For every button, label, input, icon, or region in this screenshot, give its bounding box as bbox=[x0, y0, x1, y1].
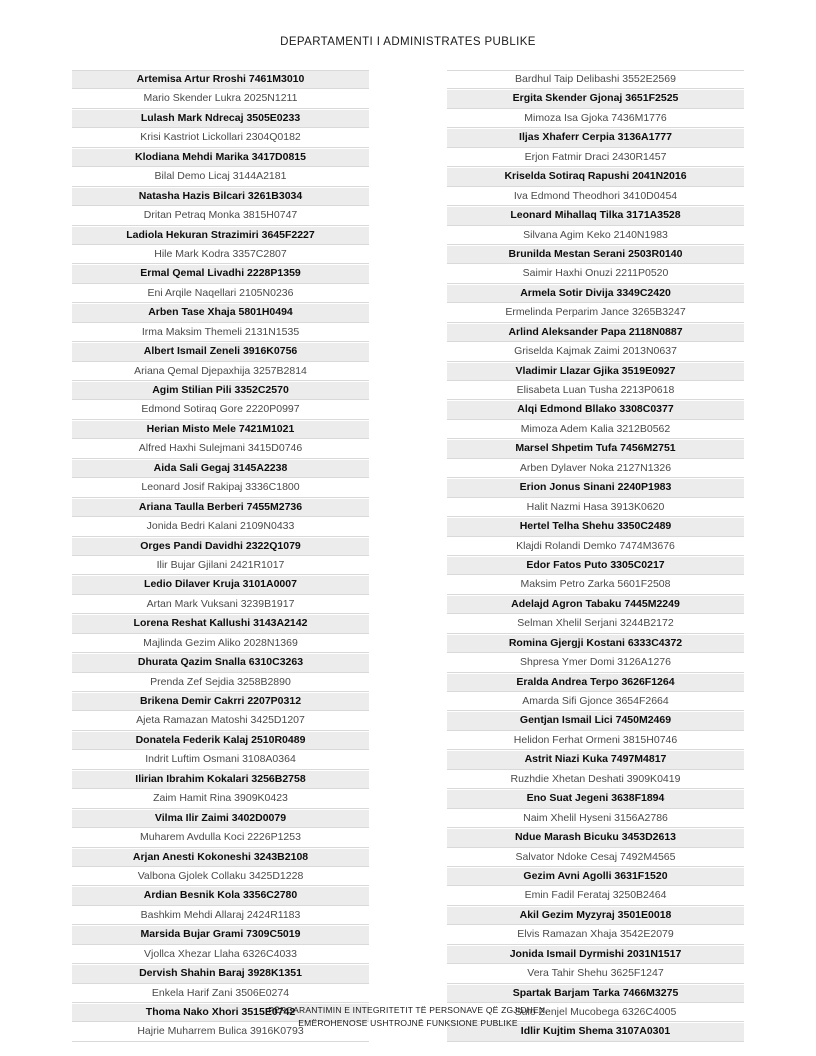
list-item: Ruzhdie Xhetan Deshati 3909K0419 bbox=[447, 770, 744, 789]
list-item: Ladiola Hekuran Strazimiri 3645F2227 bbox=[72, 226, 369, 245]
list-item: Ilirian Ibrahim Kokalari 3256B2758 bbox=[72, 770, 369, 789]
list-item: Halit Nazmi Hasa 3913K0620 bbox=[447, 498, 744, 517]
list-item: Marsel Shpetim Tufa 7456M2751 bbox=[447, 439, 744, 458]
list-item: Saimir Haxhi Onuzi 2211P0520 bbox=[447, 264, 744, 283]
list-item: Salvator Ndoke Cesaj 7492M4565 bbox=[447, 848, 744, 867]
list-item: Spartak Barjam Tarka 7466M3275 bbox=[447, 984, 744, 1003]
list-item: Adelajd Agron Tabaku 7445M2249 bbox=[447, 595, 744, 614]
list-item: Natasha Hazis Bilcari 3261B3034 bbox=[72, 187, 369, 206]
list-item: Muharem Avdulla Koci 2226P1253 bbox=[72, 828, 369, 847]
list-item: Gentjan Ismail Lici 7450M2469 bbox=[447, 711, 744, 730]
list-item: Griselda Kajmak Zaimi 2013N0637 bbox=[447, 342, 744, 361]
list-item: Ermal Qemal Livadhi 2228P1359 bbox=[72, 264, 369, 283]
list-item: Majlinda Gezim Aliko 2028N1369 bbox=[72, 634, 369, 653]
list-item: Arben Dylaver Noka 2127N1326 bbox=[447, 459, 744, 478]
list-item: Lulash Mark Ndrecaj 3505E0233 bbox=[72, 109, 369, 128]
list-item: Vera Tahir Shehu 3625F1247 bbox=[447, 964, 744, 983]
list-item: Mimoza Isa Gjoka 7436M1776 bbox=[447, 109, 744, 128]
list-item: Bilal Demo Licaj 3144A2181 bbox=[72, 167, 369, 186]
list-item: Ardian Besnik Kola 3356C2780 bbox=[72, 886, 369, 905]
list-item: Ariana Taulla Berberi 7455M2736 bbox=[72, 498, 369, 517]
list-item: Edor Fatos Puto 3305C0217 bbox=[447, 556, 744, 575]
list-item: Klajdi Rolandi Demko 7474M3676 bbox=[447, 537, 744, 556]
list-item: Brunilda Mestan Serani 2503R0140 bbox=[447, 245, 744, 264]
list-item: Ajeta Ramazan Matoshi 3425D1207 bbox=[72, 711, 369, 730]
list-item: Brikena Demir Cakrri 2207P0312 bbox=[72, 692, 369, 711]
list-item: Erion Jonus Sinani 2240P1983 bbox=[447, 478, 744, 497]
list-item: Hile Mark Kodra 3357C2807 bbox=[72, 245, 369, 264]
list-item: Erjon Fatmir Draci 2430R1457 bbox=[447, 148, 744, 167]
list-item: Dritan Petraq Monka 3815H0747 bbox=[72, 206, 369, 225]
list-item: Akil Gezim Myzyraj 3501E0018 bbox=[447, 906, 744, 925]
list-item: Leonard Josif Rakipaj 3336C1800 bbox=[72, 478, 369, 497]
list-item: Arlind Aleksander Papa 2118N0887 bbox=[447, 323, 744, 342]
list-item: Artemisa Artur Rroshi 7461M3010 bbox=[72, 70, 369, 89]
list-item: Klodiana Mehdi Marika 3417D0815 bbox=[72, 148, 369, 167]
list-item: Aida Sali Gegaj 3145A2238 bbox=[72, 459, 369, 478]
list-item: Romina Gjergji Kostani 6333C4372 bbox=[447, 634, 744, 653]
list-item: Arben Tase Xhaja 5801H0494 bbox=[72, 303, 369, 322]
list-item: Eno Suat Jegeni 3638F1894 bbox=[447, 789, 744, 808]
footer-line-1: PËRGARANTIMIN E INTEGRITETIT TË PERSONAVE QË ZGJIDHEN, bbox=[268, 1005, 548, 1015]
list-item: Maksim Petro Zarka 5601F2508 bbox=[447, 575, 744, 594]
list-item: Emin Fadil Ferataj 3250B2464 bbox=[447, 886, 744, 905]
list-item: Indrit Luftim Osmani 3108A0364 bbox=[72, 750, 369, 769]
list-item: Ledio Dilaver Kruja 3101A0007 bbox=[72, 575, 369, 594]
page-footer bbox=[0, 1004, 816, 1030]
page-title: DEPARTAMENTI I ADMINISTRATES PUBLIKE bbox=[280, 36, 536, 48]
list-item: Selman Xhelil Serjani 3244B2172 bbox=[447, 614, 744, 633]
list-item: Amarda Sifi Gjonce 3654F2664 bbox=[447, 692, 744, 711]
list-item: Arjan Anesti Kokoneshi 3243B2108 bbox=[72, 848, 369, 867]
list-item: Alqi Edmond Bllako 3308C0377 bbox=[447, 400, 744, 419]
list-item: Orges Pandi Davidhi 2322Q1079 bbox=[72, 537, 369, 556]
list-item: Hajrie Muharrem Bulica 3916K0793 bbox=[72, 1022, 369, 1041]
list-item: Thoma Nako Xhori 3515E0742 bbox=[72, 1003, 369, 1022]
list-item: Mario Skender Lukra 2025N1211 bbox=[72, 89, 369, 108]
list-item: Mimoza Adem Kalia 3212B0562 bbox=[447, 420, 744, 439]
list-item: Hertel Telha Shehu 3350C2489 bbox=[447, 517, 744, 536]
list-item: Eralda Andrea Terpo 3626F1264 bbox=[447, 673, 744, 692]
list-item: Ariana Qemal Djepaxhija 3257B2814 bbox=[72, 362, 369, 381]
list-item: Edmond Sotiraq Gore 2220P0997 bbox=[72, 400, 369, 419]
list-item: Naim Xhelil Hyseni 3156A2786 bbox=[447, 809, 744, 828]
list-item: Albert Ismail Zeneli 3916K0756 bbox=[72, 342, 369, 361]
list-item: Enkela Harif Zani 3506E0274 bbox=[72, 984, 369, 1003]
list-item: Idlir Kujtim Shema 3107A0301 bbox=[447, 1022, 744, 1041]
list-item: Dervish Shahin Baraj 3928K1351 bbox=[72, 964, 369, 983]
list-item: Elisabeta Luan Tusha 2213P0618 bbox=[447, 381, 744, 400]
list-item: Alfred Haxhi Sulejmani 3415D0746 bbox=[72, 439, 369, 458]
list-item: Ndue Marash Bicuku 3453D2613 bbox=[447, 828, 744, 847]
list-item: Astrit Niazi Kuka 7497M4817 bbox=[447, 750, 744, 769]
list-item: Helidon Ferhat Ormeni 3815H0746 bbox=[447, 731, 744, 750]
list-item: Krisi Kastriot Lickollari 2304Q0182 bbox=[72, 128, 369, 147]
list-item: Valbona Gjolek Collaku 3425D1228 bbox=[72, 867, 369, 886]
list-item: Marsida Bujar Grami 7309C5019 bbox=[72, 925, 369, 944]
list-item: Ergita Skender Gjonaj 3651F2525 bbox=[447, 89, 744, 108]
list-item: Iva Edmond Theodhori 3410D0454 bbox=[447, 187, 744, 206]
list-item: Artan Mark Vuksani 3239B1917 bbox=[72, 595, 369, 614]
list-item: Donatela Federik Kalaj 2510R0489 bbox=[72, 731, 369, 750]
list-item: Vladimir Llazar Gjika 3519E0927 bbox=[447, 362, 744, 381]
list-item: Lorena Reshat Kallushi 3143A2142 bbox=[72, 614, 369, 633]
list-item: Vilma Ilir Zaimi 3402D0079 bbox=[72, 809, 369, 828]
list-item: Shpresa Ymer Domi 3126A1276 bbox=[447, 653, 744, 672]
right-column bbox=[447, 70, 744, 1042]
list-item: Vjollca Xhezar Llaha 6326C4033 bbox=[72, 945, 369, 964]
list-item: Jonida Bedri Kalani 2109N0433 bbox=[72, 517, 369, 536]
list-item: Jonida Ismail Dyrmishi 2031N1517 bbox=[447, 945, 744, 964]
name-list-columns bbox=[72, 70, 744, 1042]
list-item: Armela Sotir Divija 3349C2420 bbox=[447, 284, 744, 303]
list-item: Kriselda Sotiraq Rapushi 2041N2016 bbox=[447, 167, 744, 186]
list-item: Irma Maksim Themeli 2131N1535 bbox=[72, 323, 369, 342]
footer-line-2: EMËROHENOSE USHTROJNË FUNKSIONE PUBLIKE bbox=[298, 1018, 518, 1028]
list-item: Bashkim Mehdi Allaraj 2424R1183 bbox=[72, 906, 369, 925]
list-item: Agim Stilian Pili 3352C2570 bbox=[72, 381, 369, 400]
list-item: Bardhul Taip Delibashi 3552E2569 bbox=[447, 70, 744, 89]
list-item: Prenda Zef Sejdia 3258B2890 bbox=[72, 673, 369, 692]
list-item: Zaim Hamit Rina 3909K0423 bbox=[72, 789, 369, 808]
list-item: Elvis Ramazan Xhaja 3542E2079 bbox=[447, 925, 744, 944]
list-item: Ermelinda Perparim Jance 3265B3247 bbox=[447, 303, 744, 322]
list-item: Gezim Avni Agolli 3631F1520 bbox=[447, 867, 744, 886]
list-item: Silvana Agim Keko 2140N1983 bbox=[447, 226, 744, 245]
list-item: Ilir Bujar Gjilani 2421R1017 bbox=[72, 556, 369, 575]
list-item: Sulo Zenjel Mucobega 6326C4005 bbox=[447, 1003, 744, 1022]
list-item: Leonard Mihallaq Tilka 3171A3528 bbox=[447, 206, 744, 225]
list-item: Eni Arqile Naqellari 2105N0236 bbox=[72, 284, 369, 303]
list-item: Iljas Xhaferr Cerpia 3136A1777 bbox=[447, 128, 744, 147]
left-column bbox=[72, 70, 369, 1042]
list-item: Herian Misto Mele 7421M1021 bbox=[72, 420, 369, 439]
list-item: Dhurata Qazim Snalla 6310C3263 bbox=[72, 653, 369, 672]
